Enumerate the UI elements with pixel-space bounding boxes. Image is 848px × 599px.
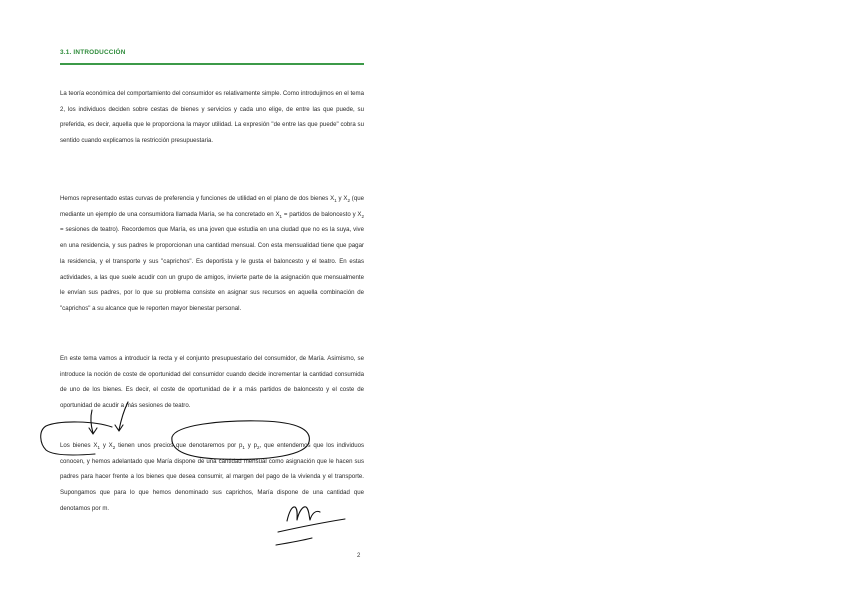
section-divider [60,63,364,65]
paragraph-intro: La teoría económica del comportamiento del consumidor es relativamente simple. Como introdujimos en el tema 2, los individuos deciden sobre cestas de bienes y servicios y cada uno elige, de entre las que puede, su preferida, es decir, aquella que le proporciona la mayor utilidad. La expresión "de entre las que puede" cobra su sentido cuando explicamos la restricción presupuestaria. [60,90,364,145]
page-number: 2 [357,553,361,559]
paragraph-budget-line: En este tema vamos a introducir la recta y el conjunto presupuestario del consumidor, de María. Asimismo, se introduce la noción de coste de oportunidad del consumidor cuando decide incrementar la cantidad consumida de uno de los bienes. Es decir, el coste de oportunidad de ir a más partidos de baloncesto y el coste de oportunidad de acudir a más sesiones de teatro. [60,355,364,410]
ink-underline [278,519,345,532]
paragraph-prices: Los bienes $X_1$ y $X_2$ tienen unos precios que denotaremos por $p_1$ y $p_2$, que entendemos que los individuos conocen, y hemos adelantado que María dispone de una cantidad mensual como asignación que le hacen sus padres para hacer frente a los bienes que desea consumir, al margen del pago de la vivienda y el transporte. Supongamos que para lo que hemos denominado sus caprichos, María dispone de una cantidad que denotamos por m. [60,442,365,512]
section-title: 3.1. INTRODUCCIÓN [60,49,126,56]
paragraph-preferences: Hemos representado estas curvas de preferencia y funciones de utilidad en el plano de dos bienes $X_1$ y $X_2$ (que mediante un ejemplo de una consumidora llamada María, se ha concretado en $X_1$ = partidos de baloncesto y $X_2$ = sesiones de teatro). Recordemos que María, es una joven que estudia en una ciudad que no es la suya, vive en una residencia, y sus padres le proporcionan una cantidad mensual. Con esta mensualidad tiene que pagar la residencia, y el transporte y sus "caprichos". Es deportista y le gusta el baloncesto y el teatro. En estas actividades, a las que suele acudir con un grupo de amigos, invierte parte de la asignación que mensualmente le envían sus padres, por lo que su problema consiste en asignar sus recursos en aquella combinación de "caprichos" a su alcance que le reporten mayor bienestar personal. [60,195,365,312]
ink-stroke-bottom [276,538,312,545]
